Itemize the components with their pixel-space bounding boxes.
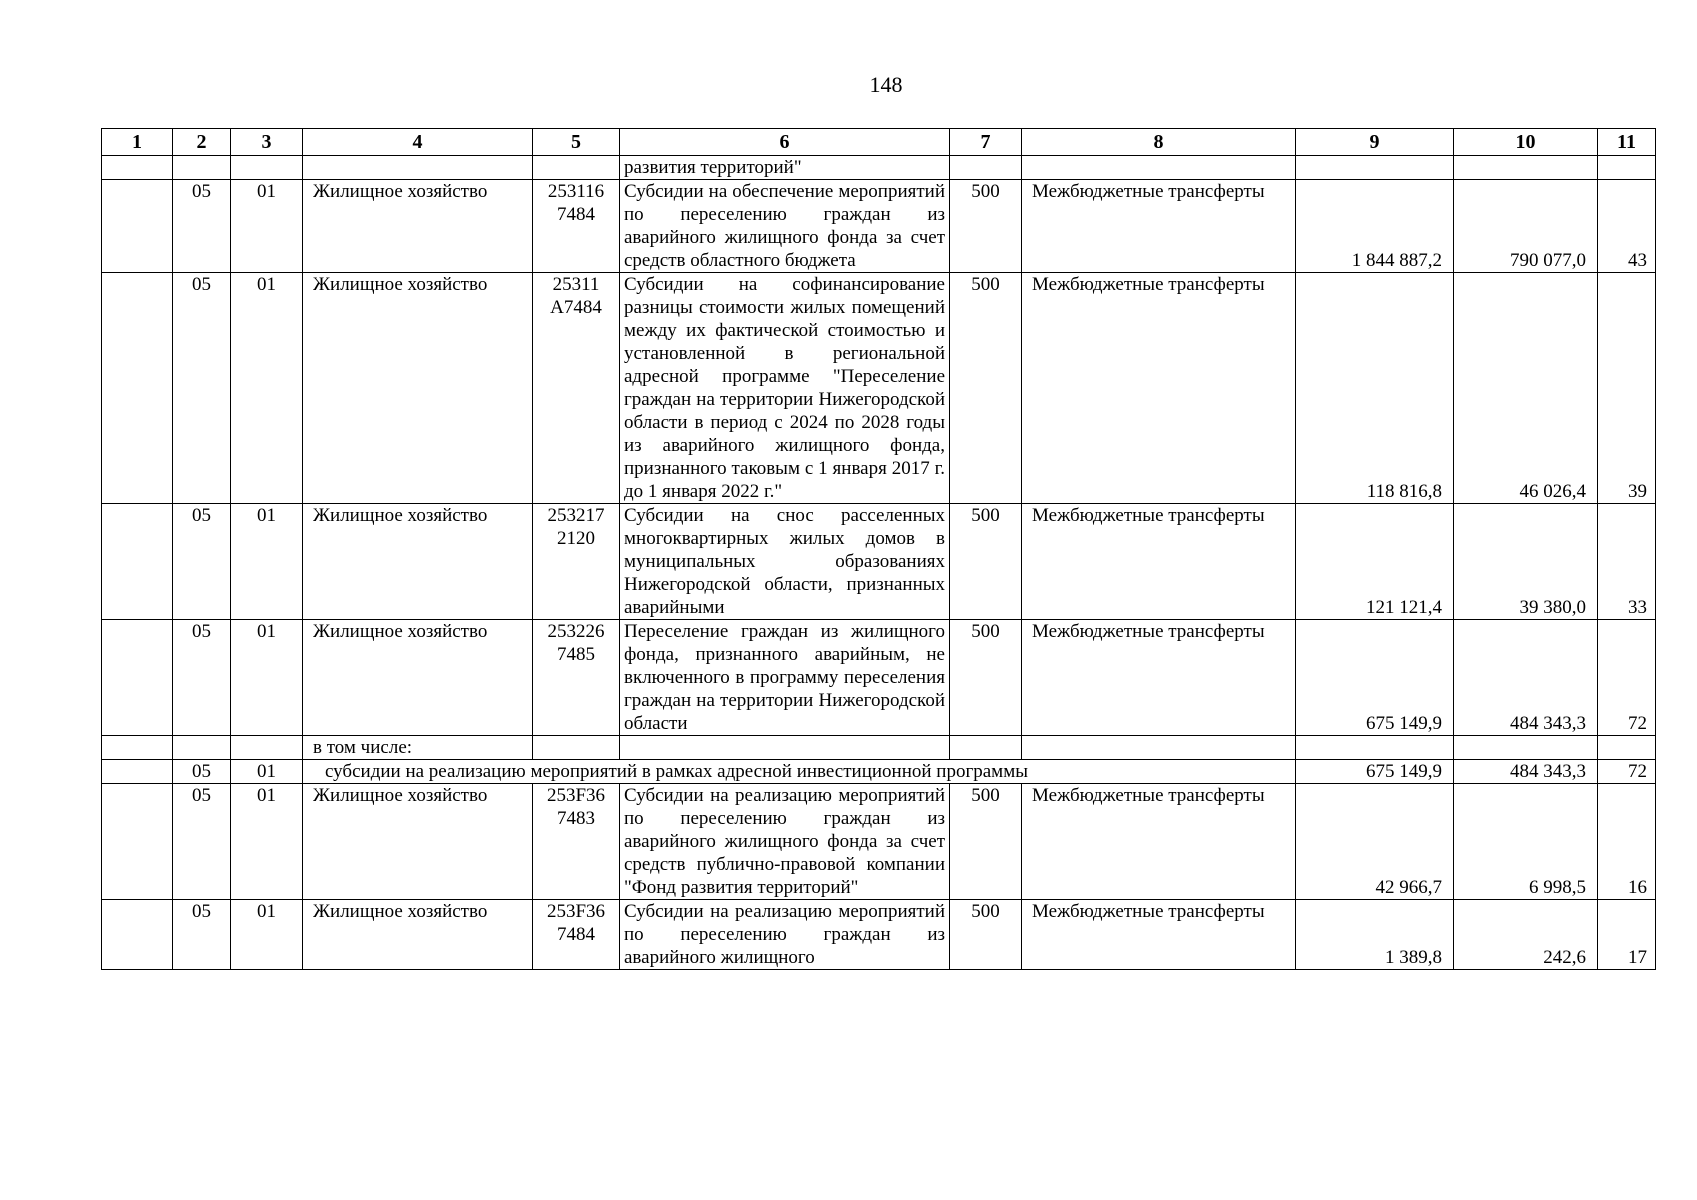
cell-percent: 72 [1598, 760, 1656, 784]
cell-amount: 1 844 887,2 [1296, 180, 1454, 273]
cell-description: Субсидии на реализацию мероприятий по переселению граждан из аварийного жилищного фонда за счет средств публично-правовой компании "Фонд развития территорий" [620, 784, 950, 900]
cell-amount: 121 121,4 [1296, 504, 1454, 620]
cell-code: 253226 7485 [533, 620, 620, 736]
cell-subsection: 01 [231, 784, 303, 900]
subsidy-row [102, 760, 1656, 784]
cell-amount-2: 242,6 [1454, 900, 1598, 970]
col-header: 10 [1454, 129, 1598, 156]
cell-amount: 675 149,9 [1296, 760, 1454, 784]
cell-name: Жилищное хозяйство [303, 273, 533, 504]
cell-section: 05 [173, 900, 231, 970]
including-row [102, 736, 1656, 760]
cell-type-name: Межбюджетные трансферты [1022, 273, 1296, 504]
cell-percent: 39 [1598, 273, 1656, 504]
table-row [102, 900, 1656, 970]
cell-name: Жилищное хозяйство [303, 900, 533, 970]
cell-type: 500 [950, 620, 1022, 736]
cell-subsection: 01 [231, 273, 303, 504]
cell-subsection: 01 [231, 760, 303, 784]
cell-description: Субсидии на обеспечение мероприятий по переселению граждан из аварийного жилищного фонда за счет средств областного бюджета [620, 180, 950, 273]
col-header: 6 [620, 129, 950, 156]
cell-name: Жилищное хозяйство [303, 504, 533, 620]
table-row [102, 504, 1656, 620]
cell-section: 05 [173, 620, 231, 736]
cell-type: 500 [950, 504, 1022, 620]
cell-amount: 118 816,8 [1296, 273, 1454, 504]
cell-type-name: Межбюджетные трансферты [1022, 900, 1296, 970]
cell-subsection: 01 [231, 504, 303, 620]
cell-subsection: 01 [231, 180, 303, 273]
cell-amount-2: 46 026,4 [1454, 273, 1598, 504]
cell-section: 05 [173, 760, 231, 784]
cell-description: развития территорий" [620, 156, 950, 180]
col-header: 9 [1296, 129, 1454, 156]
cell-code: 253217 2120 [533, 504, 620, 620]
col-header: 1 [102, 129, 173, 156]
cell-amount: 1 389,8 [1296, 900, 1454, 970]
cell-name: Жилищное хозяйство [303, 620, 533, 736]
cell-type-name: Межбюджетные трансферты [1022, 504, 1296, 620]
continuation-row [102, 156, 1656, 180]
cell-type: 500 [950, 900, 1022, 970]
table-row [102, 180, 1656, 273]
cell-description: Субсидии на реализацию мероприятий по переселению граждан из аварийного жилищного [620, 900, 950, 970]
table-row [102, 273, 1656, 504]
cell-section: 05 [173, 273, 231, 504]
cell-amount-2: 484 343,3 [1454, 760, 1598, 784]
cell-type: 500 [950, 180, 1022, 273]
cell-type-name: Межбюджетные трансферты [1022, 620, 1296, 736]
col-header: 11 [1598, 129, 1656, 156]
cell-code: 253116 7484 [533, 180, 620, 273]
cell-code: 253F36 7483 [533, 784, 620, 900]
cell-type-name: Межбюджетные трансферты [1022, 784, 1296, 900]
cell-amount-2: 790 077,0 [1454, 180, 1598, 273]
table-row [102, 620, 1656, 736]
col-header: 7 [950, 129, 1022, 156]
col-header: 4 [303, 129, 533, 156]
cell-code: 25311 А7484 [533, 273, 620, 504]
cell-percent: 33 [1598, 504, 1656, 620]
cell-name: Жилищное хозяйство [303, 180, 533, 273]
cell-amount: 675 149,9 [1296, 620, 1454, 736]
cell-section: 05 [173, 784, 231, 900]
cell-type: 500 [950, 273, 1022, 504]
subsidy-description: субсидии на реализацию мероприятий в рамках адресной инвестиционной программы [303, 760, 1296, 784]
cell-section: 05 [173, 180, 231, 273]
table-row [102, 784, 1656, 900]
cell-description: Субсидии на софинансирование разницы стоимости жилых помещений между их фактической стоимостью и установленной в региональной адресной программе "Переселение граждан на территории Нижегородской области в период с 2024 по 2028 годы из аварийного жилищного фонда, признанного таковым с 1 января 2017 г. до 1 января 2022 г." [620, 273, 950, 504]
cell-amount-2: 39 380,0 [1454, 504, 1598, 620]
col-header: 5 [533, 129, 620, 156]
page-number: 148 [869, 72, 903, 97]
col-header: 8 [1022, 129, 1296, 156]
cell-amount: 42 966,7 [1296, 784, 1454, 900]
cell-name: Жилищное хозяйство [303, 784, 533, 900]
cell-amount-2: 484 343,3 [1454, 620, 1598, 736]
cell-percent: 72 [1598, 620, 1656, 736]
cell-code: 253F36 7484 [533, 900, 620, 970]
cell-amount-2: 6 998,5 [1454, 784, 1598, 900]
budget-table [101, 128, 1656, 970]
cell-description: Субсидии на снос расселенных многоквартирных жилых домов в муниципальных образованиях Нижегородской области, признанных аварийными [620, 504, 950, 620]
cell-percent: 43 [1598, 180, 1656, 273]
cell-description: Переселение граждан из жилищного фонда, признанного аварийным, не включенного в программу переселения граждан на территории Нижегородской области [620, 620, 950, 736]
cell-type: 500 [950, 784, 1022, 900]
header-row [102, 129, 1656, 156]
cell-percent: 16 [1598, 784, 1656, 900]
col-header: 3 [231, 129, 303, 156]
cell-section: 05 [173, 504, 231, 620]
including-label: в том числе: [303, 736, 533, 760]
col-header: 2 [173, 129, 231, 156]
cell-type-name: Межбюджетные трансферты [1022, 180, 1296, 273]
cell-percent: 17 [1598, 900, 1656, 970]
cell-subsection: 01 [231, 900, 303, 970]
cell-subsection: 01 [231, 620, 303, 736]
